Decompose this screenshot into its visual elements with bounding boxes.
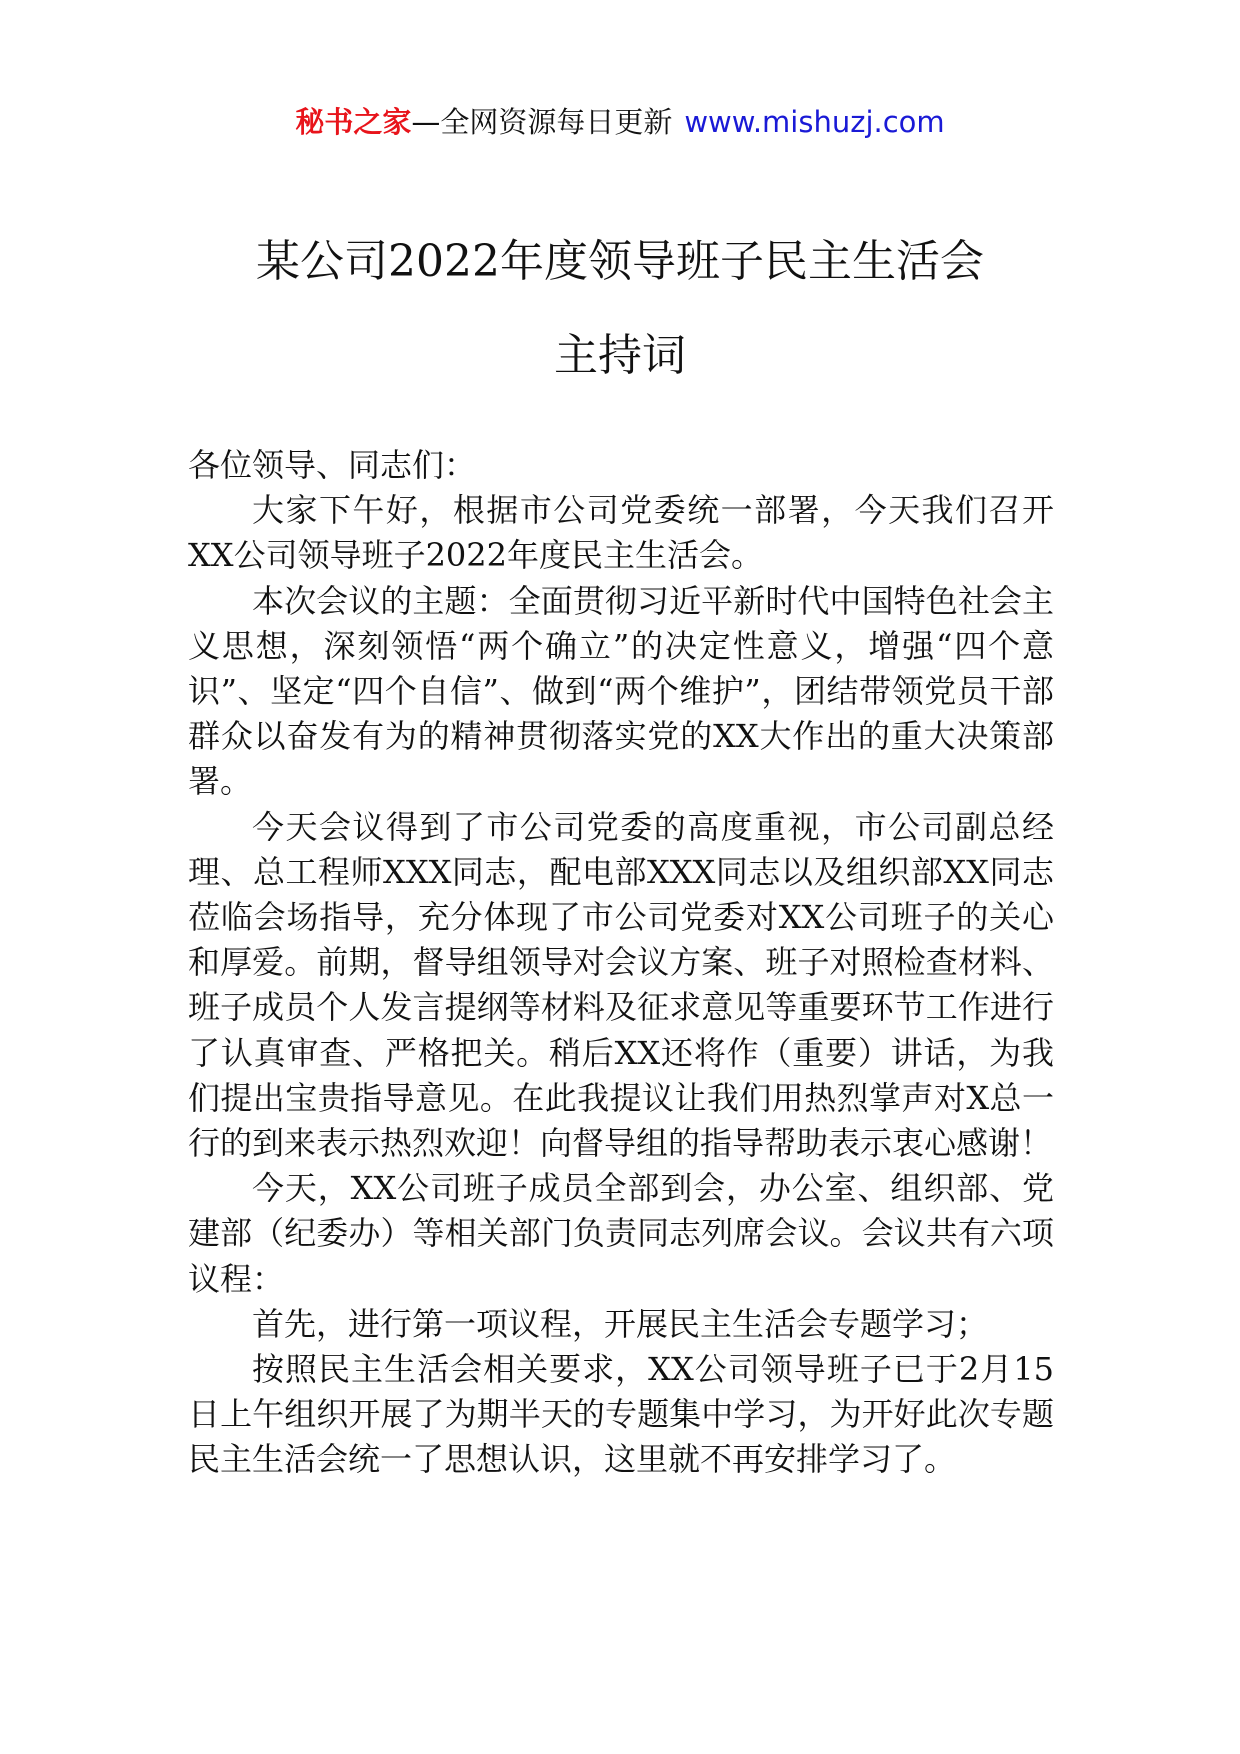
paragraph-attendance-guidance: 今天会议得到了市公司党委的高度重视，市公司副总经理、总工程师XXX同志，配电部XXX同志以及组织部XX同志莅临会场指导，充分体现了市公司党委对XX公司班子的关心和厚爱。前期，督导组领导对会议方案、班子对照检查材料、班子成员个人发言提纲等材料及征求意见等重要环节工作进行了认真审查、严格把关。稍后XX还将作（重要）讲话，为我们提出宝贵指导意见。在此我提议让我们用热烈掌声对X总一行的到来表示热烈欢迎！向督导组的指导帮助表示衷心感谢！ [188, 807, 1054, 1163]
paragraph-theme: 本次会议的主题：全面贯彻习近平新时代中国特色社会主义思想，深刻领悟“两个确立”的决定性意义，增强“四个意识”、坚定“四个自信”、做到“两个维护”，团结带领党员干部群众以奋发有为的精神贯彻落实党的XX大作出的重大决策部署。 [188, 581, 1054, 801]
paragraph-greeting: 大家下午好，根据市公司党委统一部署，今天我们召开XX公司领导班子2022年度民主生活会。 [188, 491, 1054, 575]
salutation: 各位领导、同志们： [188, 446, 477, 484]
document-subtitle: 主持词 [554, 330, 686, 381]
banner-slogan: —全网资源每日更新 [411, 105, 673, 139]
site-url-link[interactable]: www.mishuzj.com [684, 105, 945, 139]
document-title: 某公司2022年度领导班子民主生活会 [256, 236, 984, 287]
document-body [188, 443, 1054, 1483]
brand-name: 秘书之家 [295, 105, 412, 139]
paragraph-study-note: 按照民主生活会相关要求，XX公司领导班子已于2月15日上午组织开展了为期半天的专题集中学习，为开好此次专题民主生活会统一了思想认识，这里就不再安排学习了。 [188, 1350, 1054, 1479]
paragraph-attendees: 今天，XX公司班子成员全部到会，办公室、组织部、党建部（纪委办）等相关部门负责同志列席会议。会议共有六项议程： [188, 1169, 1054, 1298]
site-banner [0, 100, 1240, 144]
paragraph-agenda-item-1: 首先，进行第一项议程，开展民主生活会专题学习； [252, 1304, 989, 1343]
